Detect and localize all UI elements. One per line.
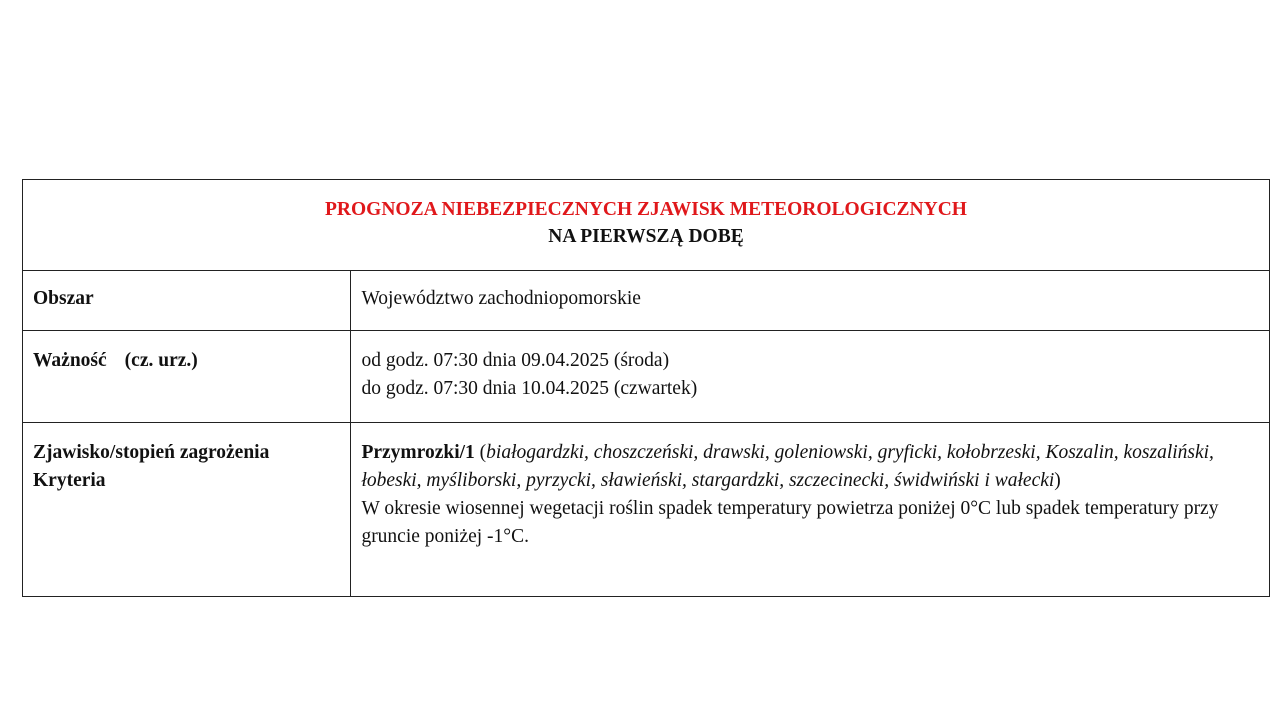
warning-table	[22, 179, 1270, 597]
area-label: Obszar	[33, 288, 94, 309]
area-row	[23, 271, 1270, 331]
document-title: PROGNOZA NIEBEZPIECZNYCH ZJAWISK METEOROLOGICZNYCH	[325, 199, 967, 220]
counties-open-paren: (	[474, 442, 487, 463]
title-cell	[23, 180, 1270, 271]
phenomenon-label: Zjawisko/stopień zagrożenia	[33, 442, 270, 463]
phenomenon-name: Przymrozki/1	[361, 442, 475, 463]
phenomenon-row	[23, 423, 1270, 597]
counties-close-paren: )	[1054, 470, 1061, 491]
validity-label-cell	[23, 331, 351, 423]
criteria-label: Kryteria	[33, 470, 106, 491]
area-value: Województwo zachodniopomorskie	[361, 288, 641, 309]
validity-from: od godz. 07:30 dnia 09.04.2025 (środa)	[361, 350, 670, 371]
counties-list: białogardzki, choszczeński, drawski, goleniowski, gryficki, kołobrzeski, Koszalin, koszaliński, łobeski, myśliborski, pyrzycki, sławieński, stargardzki, szczecinecki, świdwiński i wałecki	[361, 442, 1214, 491]
area-label-cell	[23, 271, 351, 331]
validity-value-cell	[351, 331, 1270, 423]
criteria-text: W okresie wiosennej wegetacji roślin spadek temperatury powietrza poniżej 0°C lub spadek temperatury przy gruncie poniżej -1°C.	[361, 498, 1219, 547]
phenomenon-label-cell	[23, 423, 351, 597]
title-row	[23, 180, 1270, 271]
validity-row	[23, 331, 1270, 423]
validity-to: do godz. 07:30 dnia 10.04.2025 (czwartek)	[361, 378, 698, 399]
area-value-cell	[351, 271, 1270, 331]
phenomenon-value-cell	[351, 423, 1270, 597]
validity-label: Ważność	[33, 350, 107, 371]
document-subtitle: NA PIERWSZĄ DOBĘ	[548, 226, 744, 247]
validity-label-unit: (cz. urz.)	[124, 350, 198, 371]
